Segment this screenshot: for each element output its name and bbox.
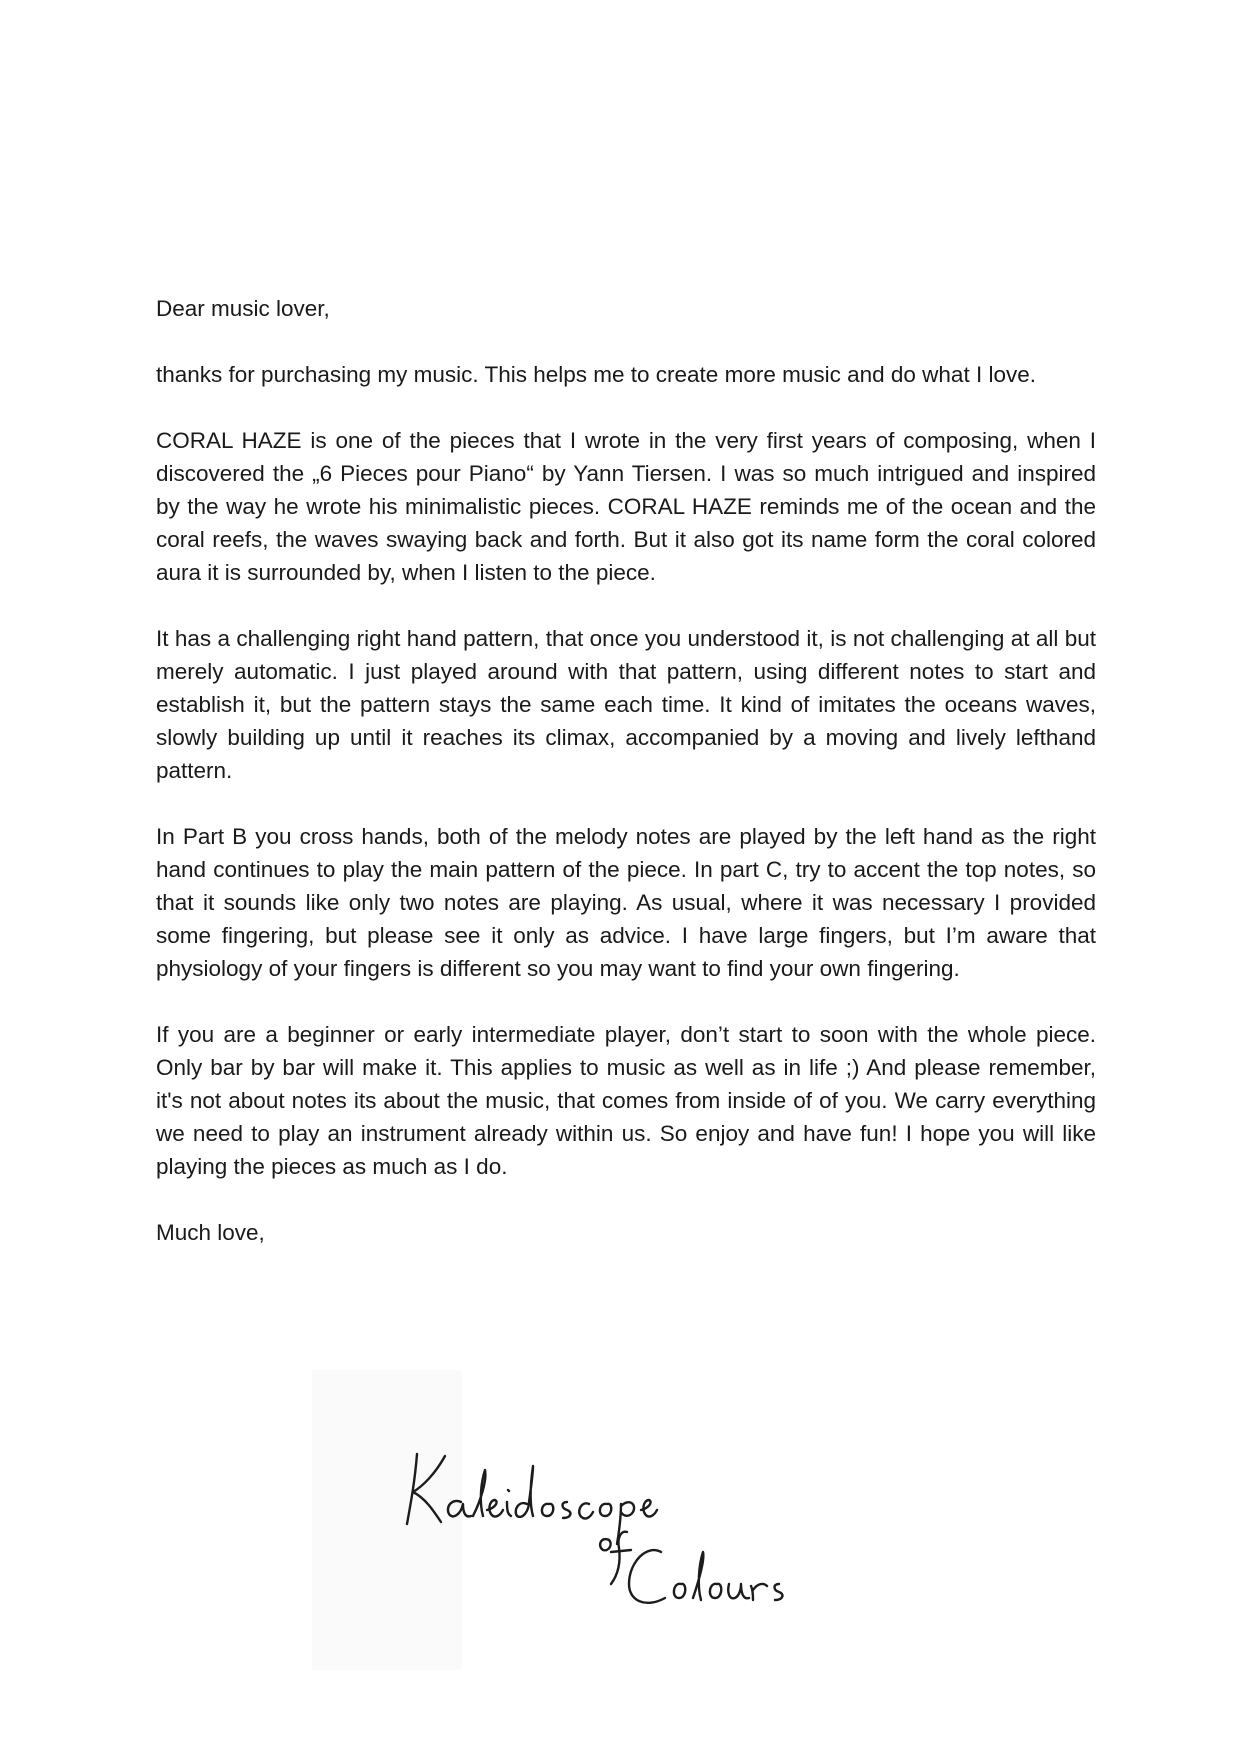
letter-paragraph-5: If you are a beginner or early intermediate player, don’t start to soon with the whole piece. Only bar by bar will make it. This applies to music as well as in life ;) And please remember, it's not about notes its about the music, that comes from inside of of you. We carry everything we need to play an instrument already within us. So enjoy and have fun! I hope you will like playing the pieces as much as I do. [156, 1022, 1096, 1179]
letter-closing: Much love, [156, 1220, 265, 1245]
signature-word-of [600, 1532, 631, 1584]
signature-word-colours [629, 1550, 782, 1603]
signature-drawing [395, 1440, 815, 1620]
handwritten-signature [395, 1440, 815, 1620]
letter-paragraph-1: thanks for purchasing my music. This helps me to create more music and do what I love. [156, 362, 1036, 387]
signature-word-kaleidoscope [407, 1454, 657, 1544]
letter-paragraph-4: In Part B you cross hands, both of the melody notes are played by the left hand as the right hand continues to play the main pattern of the piece. In part C, try to accent the top notes, so that it sounds like only two notes are playing. As usual, where it was necessary I provided some fingering, but please see it only as advice. I have large fingers, but I’m aware that physiology of your fingers is different so you may want to find your own fingering. [156, 824, 1096, 981]
letter-paragraph-3: It has a challenging right hand pattern, that once you understood it, is not challenging at all but merely automatic. I just played around with that pattern, using different notes to start and establish it, but the pattern stays the same each time. It kind of imitates the oceans waves, slowly building up until it reaches its climax, accompanied by a moving and lively lefthand pattern. [156, 626, 1096, 783]
letter-body [156, 292, 1096, 1282]
letter-paragraph-2: CORAL HAZE is one of the pieces that I wrote in the very first years of composing, when I discovered the „6 Pieces pour Piano“ by Yann Tiersen. I was so much intrigued and inspired by the way he wrote his minimalistic pieces. CORAL HAZE reminds me of the ocean and the coral reefs, the waves swaying back and forth. But it also got its name form the coral colored aura it is surrounded by, when I listen to the piece. [156, 428, 1096, 585]
letter-greeting: Dear music lover, [156, 296, 330, 321]
